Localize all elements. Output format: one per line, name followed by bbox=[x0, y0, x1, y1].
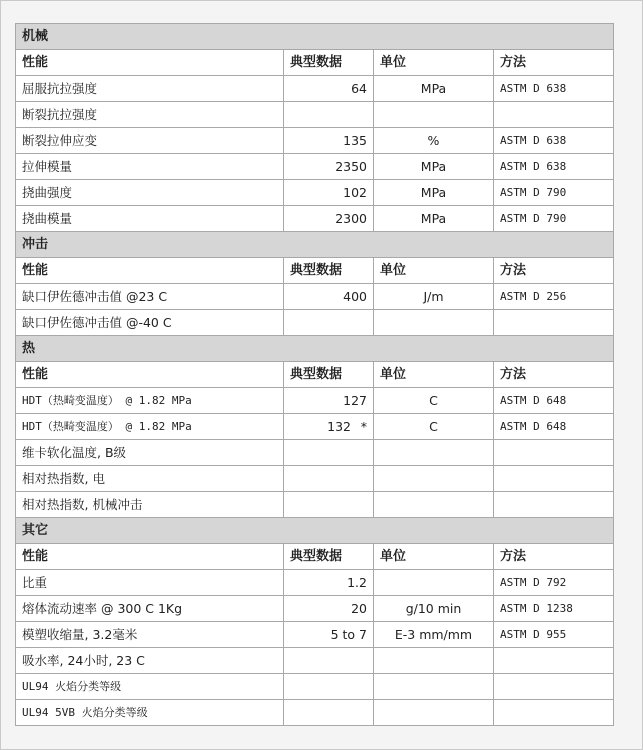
value-cell bbox=[284, 388, 374, 414]
section-header bbox=[16, 518, 614, 544]
method-cell: ASTM D 256 bbox=[494, 284, 614, 310]
header-method: 方法 bbox=[494, 258, 614, 284]
header-value: 典型数据 bbox=[284, 362, 374, 388]
table-row bbox=[16, 388, 614, 414]
table-row bbox=[16, 102, 614, 128]
section-title: 机械 bbox=[16, 24, 614, 50]
property-cell: 断裂拉伸应变 bbox=[16, 128, 284, 154]
value-text: 5 to 7 bbox=[330, 626, 367, 642]
table-row bbox=[16, 492, 614, 518]
section-header bbox=[16, 232, 614, 258]
value-text: 400 bbox=[343, 288, 367, 304]
property-cell: 挠曲强度 bbox=[16, 180, 284, 206]
table-row bbox=[16, 596, 614, 622]
value-cell bbox=[284, 414, 374, 440]
property-cell: 相对热指数, 电 bbox=[16, 466, 284, 492]
unit-cell bbox=[374, 570, 494, 596]
table-row bbox=[16, 440, 614, 466]
header-unit: 单位 bbox=[374, 544, 494, 570]
property-cell: 模塑收缩量, 3.2毫米 bbox=[16, 622, 284, 648]
value-text: 135 bbox=[343, 132, 367, 148]
column-header-row bbox=[16, 362, 614, 388]
header-unit: 单位 bbox=[374, 258, 494, 284]
value-cell bbox=[284, 492, 374, 518]
property-cell: HDT（热畸变温度） @ 1.82 MPa bbox=[16, 388, 284, 414]
value-cell bbox=[284, 128, 374, 154]
method-cell: ASTM D 638 bbox=[494, 128, 614, 154]
value-cell bbox=[284, 102, 374, 128]
properties-table bbox=[15, 23, 614, 726]
header-method: 方法 bbox=[494, 50, 614, 76]
header-method: 方法 bbox=[494, 362, 614, 388]
value-text: 20 bbox=[351, 600, 367, 616]
method-cell bbox=[494, 674, 614, 700]
section-title: 热 bbox=[16, 336, 614, 362]
value-text: 102 bbox=[343, 184, 367, 200]
section-header bbox=[16, 336, 614, 362]
method-cell: ASTM D 638 bbox=[494, 154, 614, 180]
value-text: 1.2 bbox=[347, 574, 367, 590]
unit-cell: MPa bbox=[374, 76, 494, 102]
method-cell: ASTM D 955 bbox=[494, 622, 614, 648]
unit-cell bbox=[374, 492, 494, 518]
value-cell bbox=[284, 648, 374, 674]
table-row bbox=[16, 310, 614, 336]
table-row bbox=[16, 570, 614, 596]
value-cell bbox=[284, 180, 374, 206]
value-cell bbox=[284, 466, 374, 492]
unit-cell bbox=[374, 102, 494, 128]
table-row bbox=[16, 622, 614, 648]
header-method: 方法 bbox=[494, 544, 614, 570]
table-row bbox=[16, 414, 614, 440]
method-cell bbox=[494, 440, 614, 466]
property-cell: 挠曲模量 bbox=[16, 206, 284, 232]
unit-cell: MPa bbox=[374, 206, 494, 232]
property-cell: 比重 bbox=[16, 570, 284, 596]
column-header-row bbox=[16, 50, 614, 76]
value-cell bbox=[284, 154, 374, 180]
method-cell: ASTM D 648 bbox=[494, 388, 614, 414]
section-title: 其它 bbox=[16, 518, 614, 544]
column-header-row bbox=[16, 544, 614, 570]
unit-cell: J/m bbox=[374, 284, 494, 310]
method-cell bbox=[494, 492, 614, 518]
method-cell: ASTM D 790 bbox=[494, 206, 614, 232]
value-note: * bbox=[360, 418, 367, 434]
property-cell: 吸水率, 24小时, 23 C bbox=[16, 648, 284, 674]
header-unit: 单位 bbox=[374, 362, 494, 388]
method-cell bbox=[494, 700, 614, 726]
value-text: 132 bbox=[327, 418, 351, 434]
unit-cell bbox=[374, 466, 494, 492]
header-property: 性能 bbox=[16, 362, 284, 388]
unit-cell bbox=[374, 310, 494, 336]
value-text: 64 bbox=[351, 80, 367, 96]
header-value: 典型数据 bbox=[284, 258, 374, 284]
table-row bbox=[16, 674, 614, 700]
table-row bbox=[16, 648, 614, 674]
unit-cell: g/10 min bbox=[374, 596, 494, 622]
table-row bbox=[16, 180, 614, 206]
header-property: 性能 bbox=[16, 258, 284, 284]
table-row bbox=[16, 128, 614, 154]
value-cell bbox=[284, 570, 374, 596]
value-cell bbox=[284, 700, 374, 726]
property-cell: 维卡软化温度, B级 bbox=[16, 440, 284, 466]
value-cell bbox=[284, 596, 374, 622]
method-cell: ASTM D 648 bbox=[494, 414, 614, 440]
property-cell: 熔体流动速率 @ 300 C 1Kg bbox=[16, 596, 284, 622]
unit-cell: MPa bbox=[374, 154, 494, 180]
unit-cell bbox=[374, 648, 494, 674]
table-row bbox=[16, 206, 614, 232]
properties-table-body bbox=[16, 24, 614, 726]
property-cell: 断裂抗拉强度 bbox=[16, 102, 284, 128]
value-text: 127 bbox=[343, 392, 367, 408]
method-cell: ASTM D 638 bbox=[494, 76, 614, 102]
table-row bbox=[16, 284, 614, 310]
header-value: 典型数据 bbox=[284, 544, 374, 570]
unit-cell bbox=[374, 674, 494, 700]
method-cell bbox=[494, 102, 614, 128]
method-cell bbox=[494, 310, 614, 336]
property-cell: HDT（热畸变温度） @ 1.82 MPa bbox=[16, 414, 284, 440]
table-row bbox=[16, 76, 614, 102]
property-cell: 屈服抗拉强度 bbox=[16, 76, 284, 102]
value-cell bbox=[284, 76, 374, 102]
property-cell: 拉伸模量 bbox=[16, 154, 284, 180]
table-row bbox=[16, 466, 614, 492]
section-title: 冲击 bbox=[16, 232, 614, 258]
method-cell bbox=[494, 466, 614, 492]
method-cell: ASTM D 790 bbox=[494, 180, 614, 206]
value-text: 2350 bbox=[335, 158, 367, 174]
property-cell: UL94 5VB 火焰分类等级 bbox=[16, 700, 284, 726]
method-cell: ASTM D 1238 bbox=[494, 596, 614, 622]
property-cell: 缺口伊佐德冲击值 @23 C bbox=[16, 284, 284, 310]
value-cell bbox=[284, 284, 374, 310]
value-text: 2300 bbox=[335, 210, 367, 226]
unit-cell bbox=[374, 440, 494, 466]
section-header bbox=[16, 24, 614, 50]
unit-cell: C bbox=[374, 414, 494, 440]
header-property: 性能 bbox=[16, 50, 284, 76]
method-cell bbox=[494, 648, 614, 674]
unit-cell: E-3 mm/mm bbox=[374, 622, 494, 648]
unit-cell: % bbox=[374, 128, 494, 154]
method-cell: ASTM D 792 bbox=[494, 570, 614, 596]
header-unit: 单位 bbox=[374, 50, 494, 76]
value-cell bbox=[284, 206, 374, 232]
unit-cell bbox=[374, 700, 494, 726]
unit-cell: MPa bbox=[374, 180, 494, 206]
value-cell bbox=[284, 674, 374, 700]
property-cell: 相对热指数, 机械冲击 bbox=[16, 492, 284, 518]
value-cell bbox=[284, 440, 374, 466]
value-cell bbox=[284, 622, 374, 648]
property-cell: UL94 火焰分类等级 bbox=[16, 674, 284, 700]
table-row bbox=[16, 700, 614, 726]
column-header-row bbox=[16, 258, 614, 284]
unit-cell: C bbox=[374, 388, 494, 414]
value-cell bbox=[284, 310, 374, 336]
header-value: 典型数据 bbox=[284, 50, 374, 76]
table-row bbox=[16, 154, 614, 180]
property-cell: 缺口伊佐德冲击值 @-40 C bbox=[16, 310, 284, 336]
header-property: 性能 bbox=[16, 544, 284, 570]
